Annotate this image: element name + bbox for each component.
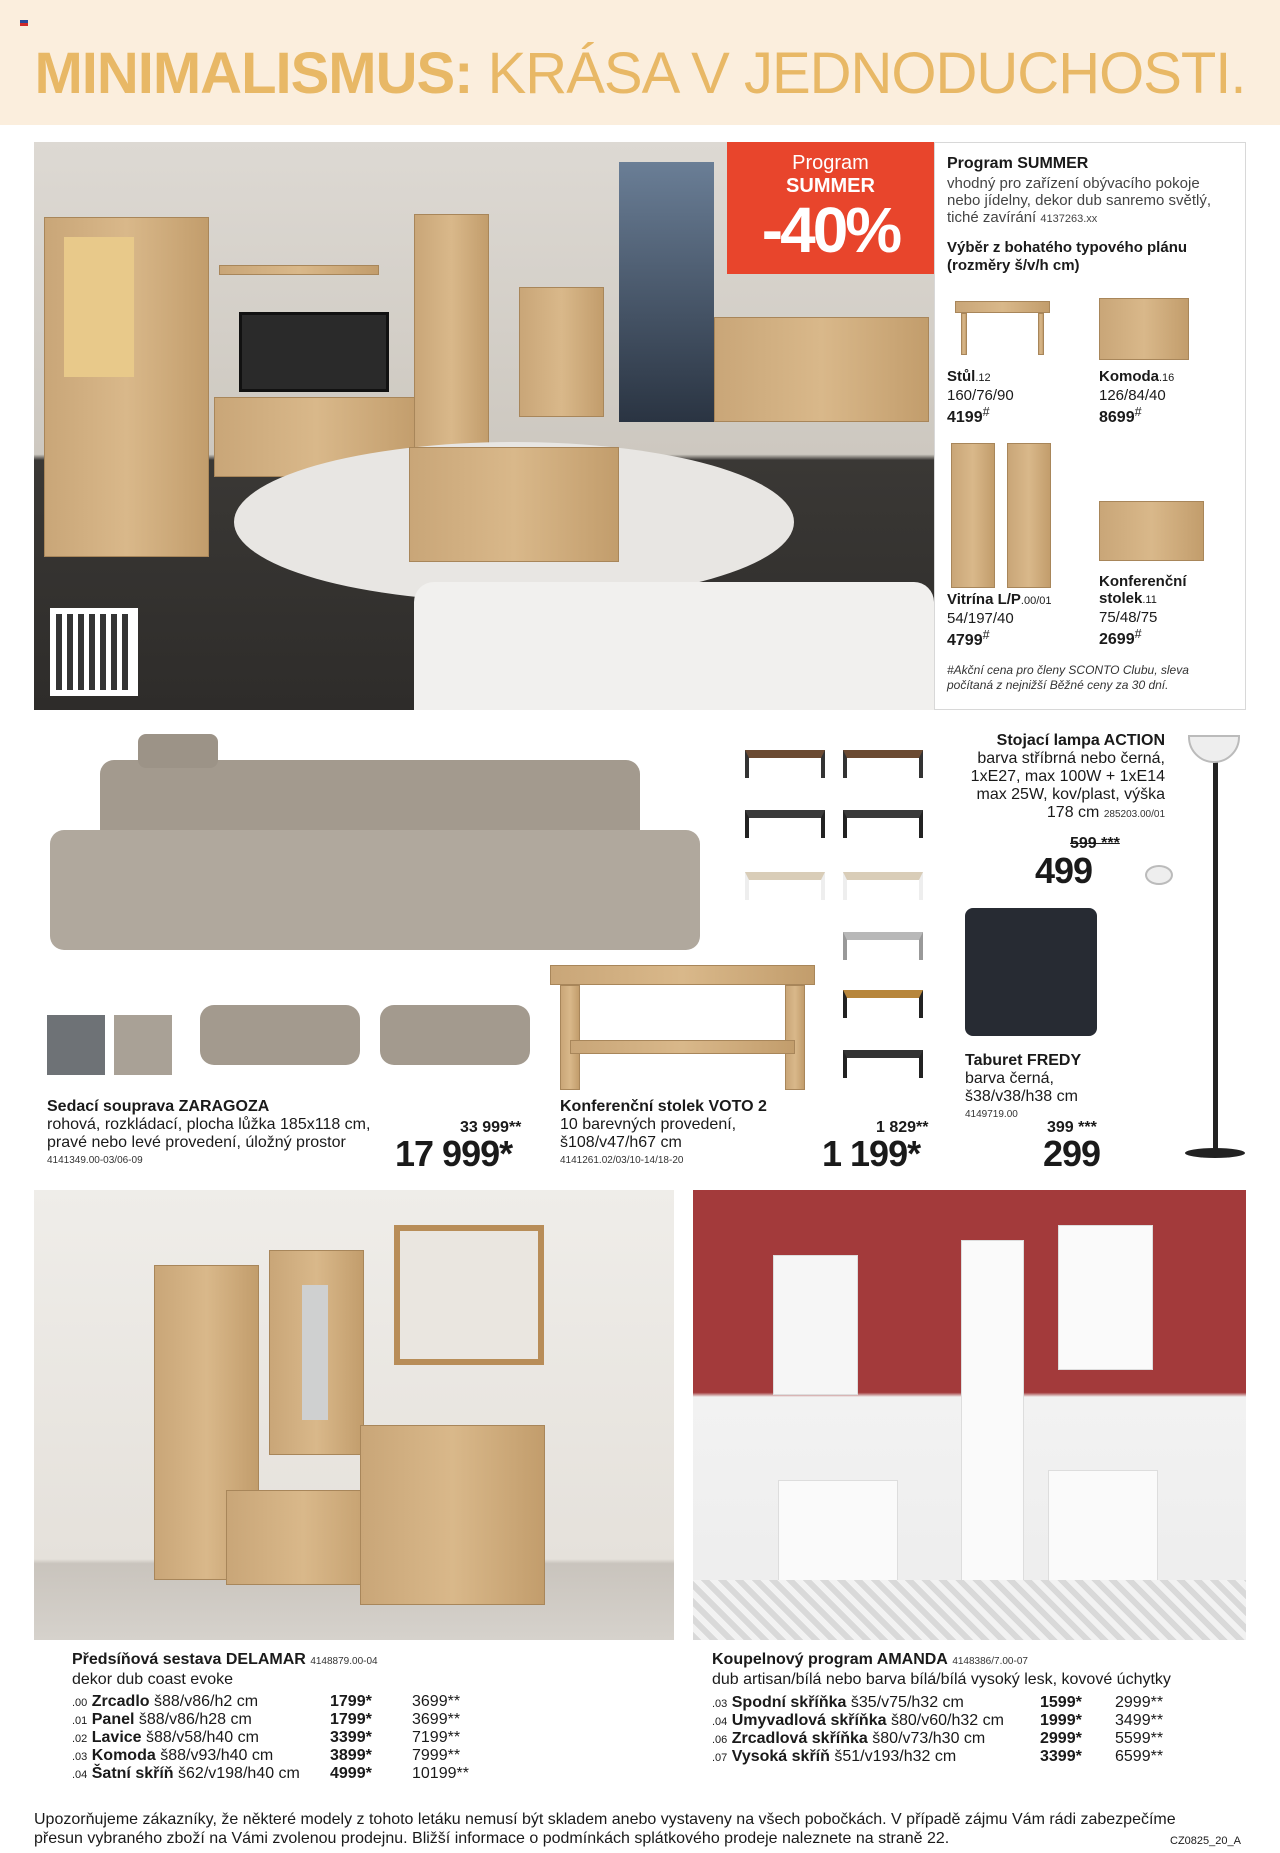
bench-illustration (226, 1490, 381, 1585)
table-row: .02 Lavice š88/v58/h40 cm (72, 1729, 259, 1746)
qr-code[interactable] (50, 608, 138, 696)
sofa-variant-2 (380, 1005, 530, 1065)
zaragoza-sofa-seat (50, 830, 700, 950)
mirror-illustration (394, 1225, 544, 1365)
summer-subtitle: Výběr z bohatého typového plánu (rozměry š/v/h cm) (947, 239, 1188, 274)
table-row: .03 Spodní skříňka š35/v75/h32 cm (712, 1694, 964, 1711)
wall-shelf-illustration (219, 265, 379, 275)
table-illustration (955, 301, 1050, 313)
table-row: .01 Panel š88/v86/h28 cm (72, 1711, 252, 1728)
delamar-info: Předsíňová sestava DELAMAR 4148879.00-04 dekor dub coast evoke (72, 1651, 378, 1688)
vitrine-right-illustration (1007, 443, 1051, 588)
fredy-old-price: 399 *** (1047, 1119, 1097, 1136)
lamp-old-price: 599 *** (1070, 835, 1120, 852)
summer-item-konferencni: Konferenční stolek.11 75/48/75 2699# (1099, 573, 1187, 648)
fabric-swatch-beige (114, 1015, 172, 1075)
fredy-stool-illustration (965, 908, 1097, 1036)
amanda-photo (693, 1190, 1246, 1640)
sofa-illustration (414, 582, 934, 710)
flag-icon (20, 20, 28, 26)
amanda-info: Koupelnový program AMANDA 4148386/7.00-07 dub artisan/bílá nebo barva bílá/bílá vysoký lesk, kovové úchytky (712, 1651, 1171, 1688)
footer-disclaimer: Upozorňujeme zákazníky, že některé modely z tohoto letáku nemusí být skladem anebo vystaveny na všech pobočkách. V případě zájmu Vám rádi zabezpečíme přesun vybraného zboží na Vámi zvolenou prodejnu. Bližší informace o podmínkách splátkového prodeje naleznete na straně 22. (34, 1811, 1176, 1847)
voto-old-price: 1 829** (876, 1119, 929, 1136)
lamp-pole-illustration (1213, 760, 1218, 1155)
delamar-price-table: .00 Zrcadlo š88/v86/h2 cm 1799* 3699** .01 Panel š88/v86/h28 cm 1799* 3699** .02 Lavice š88/v58/h40 cm 3399* 7199** .03 Komoda š88/v93/h40 cm 3899* 7999** .04 Šatní skříň š62/v198/h40 cm 4999* 10199** (72, 1693, 469, 1782)
dresser-illustration (360, 1425, 545, 1605)
dresser-illustration (1099, 298, 1189, 360)
konferencni-stolek-illustration (1099, 501, 1204, 561)
delamar-photo (34, 1190, 674, 1640)
voto-info: Konferenční stolek VOTO 2 10 barevných provedení, š108/v47/h67 cm 4141261.02/03/10-14/18-20 (560, 1098, 767, 1166)
floor-tiles (693, 1580, 1246, 1640)
sideboard-illustration (714, 317, 929, 422)
summer-discount-badge: Program SUMMER -40% (727, 142, 934, 274)
summer-title: Program SUMMER (947, 155, 1089, 172)
lamp-info: Stojací lampa ACTION barva stříbrná nebo černá, 1xE27, max 100W + 1xE14 max 25W, kov/plast, výška 178 cm 285203.00/01 (970, 732, 1165, 821)
coat-illustration (302, 1285, 328, 1420)
vitrine-left-illustration (951, 443, 995, 588)
headrest-illustration (138, 734, 218, 768)
zaragoza-price: 17 999* (395, 1133, 513, 1174)
fredy-price: 299 (1043, 1133, 1101, 1174)
amanda-price-table: .03 Spodní skříňka š35/v75/h32 cm 1599* 2999** .04 Umyvadlová skříňka š80/v60/h32 cm 1999* 3499** .06 Zrcadlová skříňka š80/v73/h30 cm 2999* 5599** .07 Vysoká skříň š51/v193/h32 cm 3399* 6599** (712, 1694, 1164, 1765)
table-row: .04 Šatní skříň š62/v198/h40 cm (72, 1765, 300, 1782)
fredy-info: Taburet FREDY barva černá, š38/v38/h38 cm 4149719.00 (965, 1052, 1082, 1120)
tall-cabinet-illustration (961, 1240, 1024, 1600)
table-row: .07 Vysoká skříň š51/v193/h32 cm (712, 1748, 957, 1765)
chest-illustration (519, 287, 604, 417)
summer-item-komoda: Komoda.16 126/84/40 8699# (1099, 368, 1175, 426)
lamp-price: 499 (1035, 850, 1093, 891)
fabric-swatch-gray (47, 1015, 105, 1075)
lamp-shade-illustration (1188, 735, 1240, 763)
voto-price: 1 199* (822, 1133, 921, 1174)
table-row: .04 Umyvadlová skříňka š80/v60/h32 cm (712, 1712, 1004, 1729)
page-title: MINIMALISMUS: KRÁSA V JEDNODUCHOSTI. (34, 41, 1246, 106)
sink-cabinet-illustration (778, 1480, 898, 1595)
page-code: CZ0825_20_A (1170, 1835, 1241, 1847)
voto-color-variants (743, 750, 933, 1090)
summer-info-panel (934, 142, 1246, 710)
summer-item-vitrina: Vitrína L/P.00/01 54/197/40 4799# (947, 591, 1052, 649)
wall-cabinet-illustration (1058, 1225, 1153, 1370)
club-price-note: #Akční cena pro členy SCONTO Clubu, sleva počítaná z nejnižší Běžné ceny za 30 dní. (947, 663, 1189, 692)
reading-lamp-illustration (1145, 865, 1173, 885)
tv-illustration (239, 312, 389, 392)
table-row: .00 Zrcadlo š88/v86/h2 cm (72, 1693, 259, 1710)
sofa-variant-1 (200, 1005, 360, 1065)
zaragoza-old-price: 33 999** (460, 1119, 522, 1136)
summer-description: vhodný pro zařízení obývacího pokoje nebo jídelny, dekor dub sanremo světlý, tiché zavírání 4137263.xx (947, 175, 1212, 226)
table-row: .06 Zrcadlová skříňka š80/v73/h30 cm (712, 1730, 986, 1747)
table-row: .03 Komoda š88/v93/h40 cm (72, 1747, 274, 1764)
vitrine-glass (64, 237, 134, 377)
summer-item-stul: Stůl.12 160/76/90 4199# (947, 368, 1014, 426)
mirror-cabinet-illustration (773, 1255, 858, 1395)
coffee-table-illustration (409, 447, 619, 562)
lamp-base-illustration (1185, 1148, 1245, 1158)
window-illustration (619, 162, 714, 422)
zaragoza-info: Sedací souprava ZARAGOZA rohová, rozkládací, plocha lůžka 185x118 cm, pravé nebo levé provedení, úložný prostor 4141349.00-03/06-09 (47, 1098, 371, 1166)
